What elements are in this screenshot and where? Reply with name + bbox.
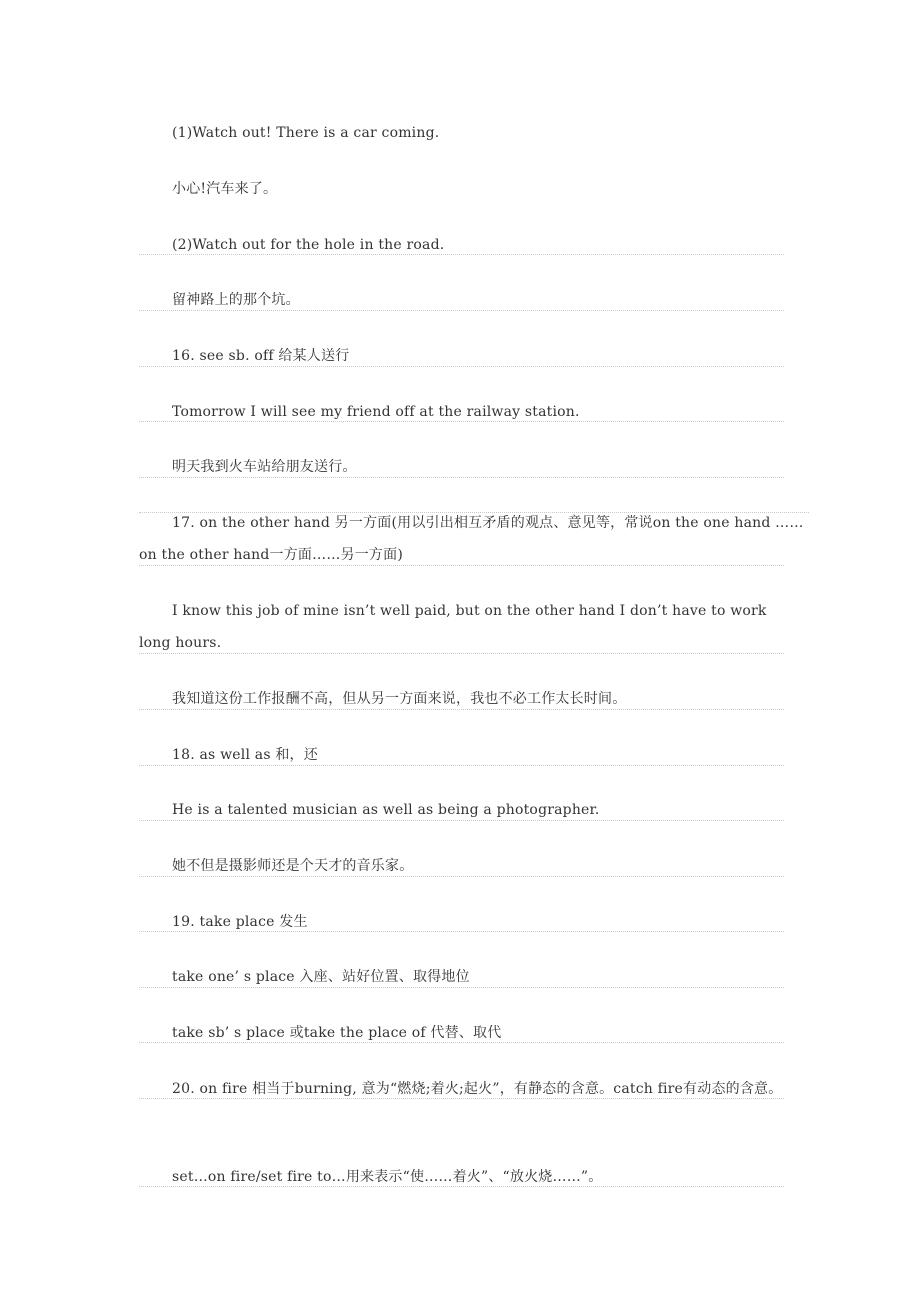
example-sentence: (2)Watch out for the hole in the road. xyxy=(172,237,445,253)
phrase-note: take one’ s place 入座、站好位置、取得地位 xyxy=(172,969,470,985)
translation: 明天我到火车站给朋友送行。 xyxy=(172,459,357,475)
example-sentence: I know this job of mine isn’t well paid, but on the other hand I don’t have to work long hours. xyxy=(139,603,767,651)
example-sentence: He is a talented musician as well as being a photographer. xyxy=(172,802,600,818)
phrase-note: take sb’ s place 或take the place of 代替、取代 xyxy=(172,1025,502,1041)
phrase-note: set…on fire/set fire to…用来表示“使……着火”、“放火烧……”。 xyxy=(172,1169,603,1185)
phrase-heading: 17. on the other hand 另一方面(用以引出相互矛盾的观点、意见等，常说on the one hand …… on the other hand一方面……另一方面) xyxy=(139,515,804,563)
translation: 小心!汽车来了。 xyxy=(172,181,278,197)
phrase-heading: 16. see sb. off 给某人送行 xyxy=(172,348,350,364)
translation: 她不但是摄影师还是个天才的音乐家。 xyxy=(172,858,414,874)
phrase-heading: 20. on fire 相当于burning, 意为“燃烧;着火;起火”，有静态的含意。catch fire有动态的含意。 xyxy=(172,1081,783,1097)
translation: 留神路上的那个坑。 xyxy=(172,292,300,308)
phrase-heading: 18. as well as 和，还 xyxy=(172,747,318,763)
example-sentence: Tomorrow I will see my friend off at the railway station. xyxy=(172,404,580,420)
example-sentence: (1)Watch out! There is a car coming. xyxy=(172,125,440,141)
phrase-heading: 19. take place 发生 xyxy=(172,914,308,930)
translation: 我知道这份工作报酬不高，但从另一方面来说，我也不必工作太长时间。 xyxy=(172,691,627,707)
